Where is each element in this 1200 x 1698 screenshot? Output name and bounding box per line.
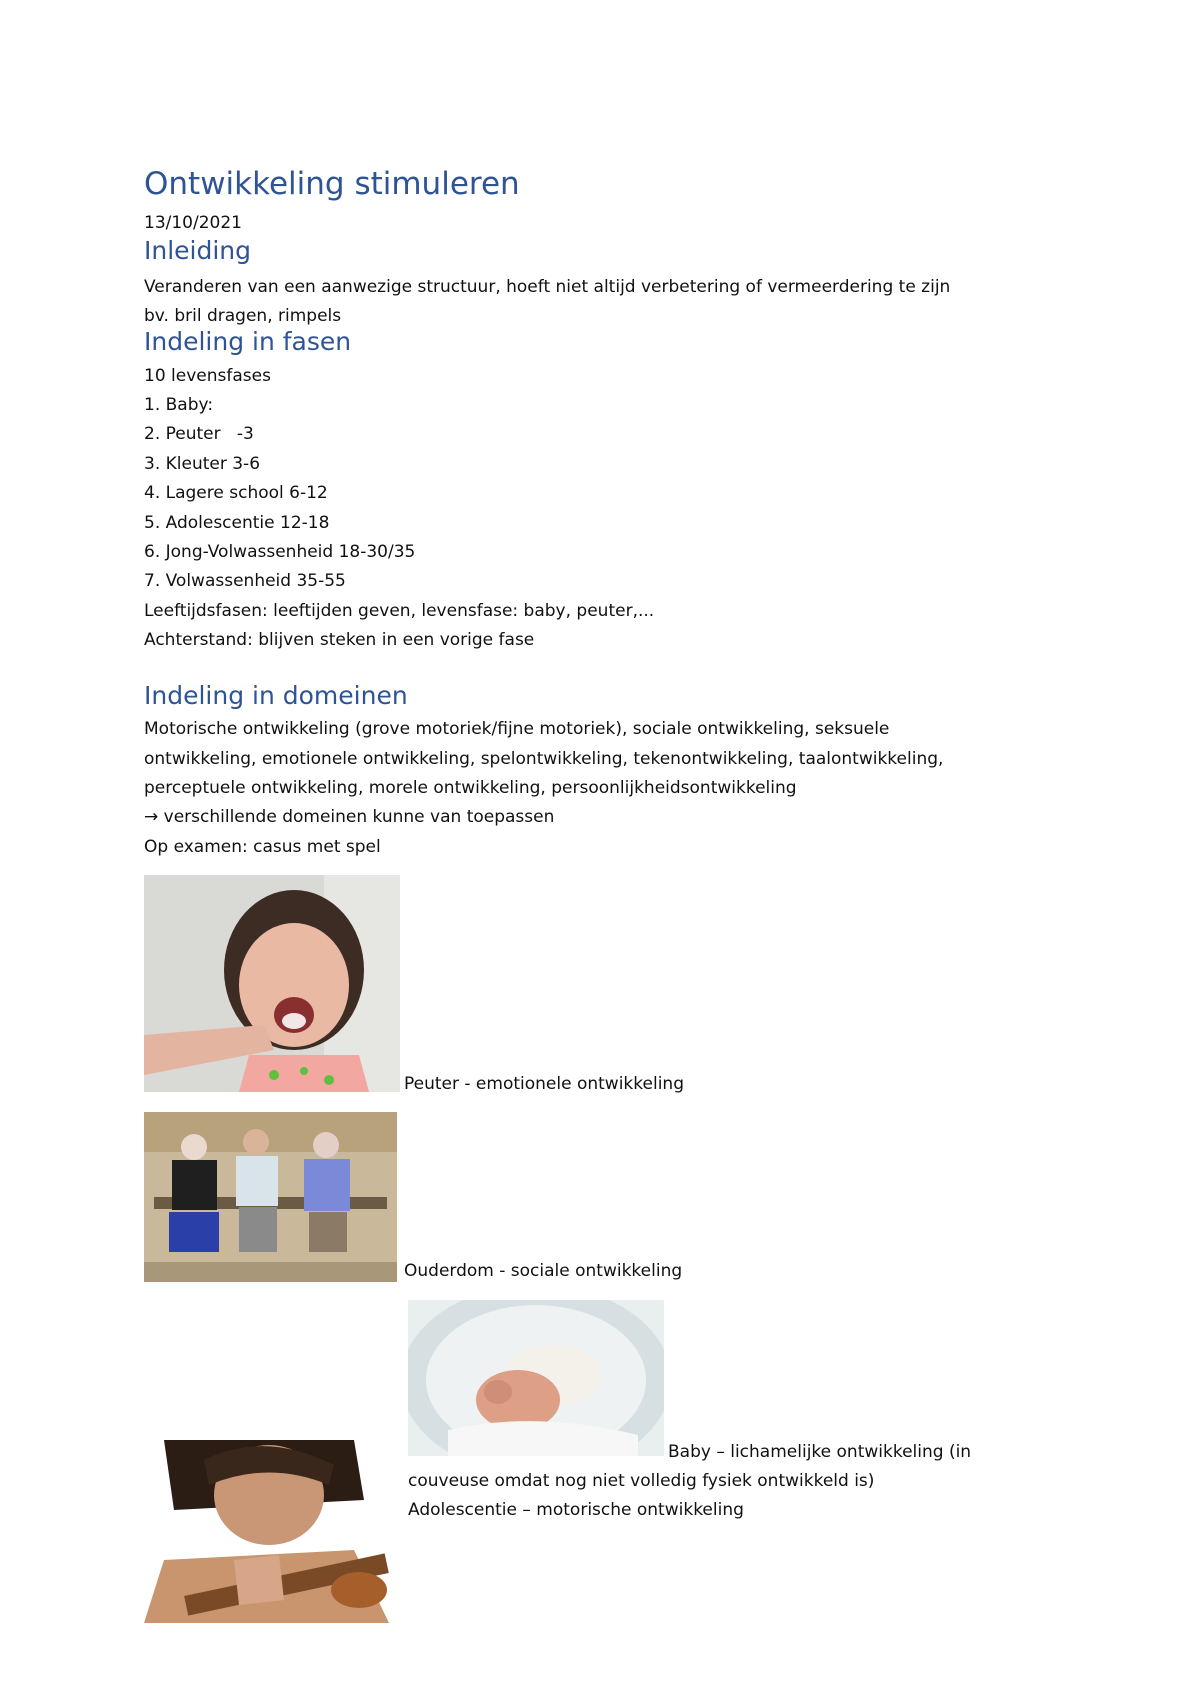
- paragraph-line: → verschillende domeinen kunne van toepassen: [144, 807, 555, 827]
- figure-caption: Adolescentie – motorische ontwikkeling: [408, 1500, 744, 1520]
- figure-caption: Baby – lichamelijke ontwikkeling (in: [668, 1442, 972, 1462]
- list-item: 1. Baby:: [144, 395, 214, 415]
- list-item: 5. Adolescentie 12-18: [144, 513, 330, 533]
- heading-fasen: Indeling in fasen: [144, 327, 352, 356]
- paragraph-line: ontwikkeling, emotionele ontwikkeling, spelontwikkeling, tekenontwikkeling, taalontwikkeling,: [144, 749, 944, 769]
- list-item: 3. Kleuter 3-6: [144, 454, 261, 474]
- figure-caption: couveuse omdat nog niet volledig fysiek ontwikkeld is): [408, 1471, 875, 1491]
- list-item: 6. Jong-Volwassenheid 18-30/35: [144, 542, 416, 562]
- baby-incubator-photo: [408, 1300, 664, 1456]
- document-date: 13/10/2021: [144, 213, 242, 233]
- heading-domeinen: Indeling in domeinen: [144, 681, 408, 710]
- paragraph-line: Motorische ontwikkeling (grove motoriek/fijne motoriek), sociale ontwikkeling, seksuele: [144, 719, 890, 739]
- paragraph-line: Leeftijdsfasen: leeftijden geven, levensfase: baby, peuter,...: [144, 601, 655, 621]
- paragraph-line: Achterstand: blijven steken in een vorige fase: [144, 630, 535, 650]
- toddler-crying-photo: [144, 875, 400, 1092]
- heading-inleiding: Inleiding: [144, 236, 252, 265]
- paragraph-line: perceptuele ontwikkeling, morele ontwikkeling, persoonlijkheidsontwikkeling: [144, 778, 797, 798]
- list-item: 7. Volwassenheid 35-55: [144, 571, 346, 591]
- list-item: 2. Peuter -3: [144, 424, 254, 444]
- boy-guitar-photo: [144, 1440, 389, 1623]
- figure-caption: Peuter - emotionele ontwikkeling: [404, 1074, 684, 1094]
- figure-caption: Ouderdom - sociale ontwikkeling: [404, 1261, 683, 1281]
- document-title: Ontwikkeling stimuleren: [144, 166, 520, 202]
- elderly-women-photo: [144, 1112, 397, 1282]
- list-item: 4. Lagere school 6-12: [144, 483, 328, 503]
- paragraph-line: Veranderen van een aanwezige structuur, hoeft niet altijd verbetering of vermeerdering te zijn: [144, 277, 951, 297]
- paragraph-line: bv. bril dragen, rimpels: [144, 306, 342, 326]
- paragraph-line: 10 levensfases: [144, 366, 271, 386]
- paragraph-line: Op examen: casus met spel: [144, 837, 381, 857]
